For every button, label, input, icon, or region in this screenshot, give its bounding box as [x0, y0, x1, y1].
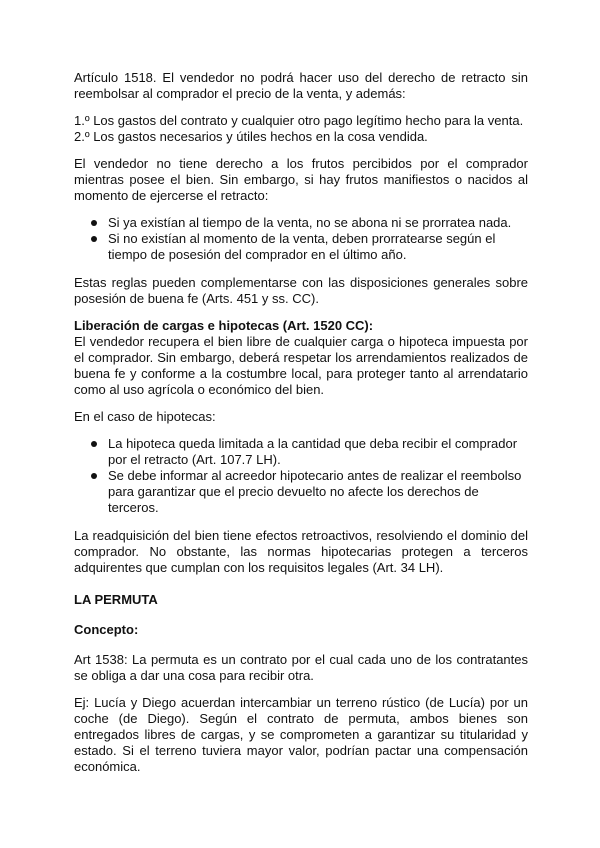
paragraph-buena-fe: Estas reglas pueden complementarse con las disposiciones generales sobre posesión de buena fe (Arts. 451 y ss. CC). — [74, 275, 528, 306]
paragraph-frutos: El vendedor no tiene derecho a los frutos percibidos por el comprador mientras posee el bien. Sin embargo, si hay frutos manifiestos o nacidos al momento de ejercerse el retracto: — [74, 156, 528, 203]
numbered-list — [74, 113, 528, 145]
numbered-item-2: 2.º Los gastos necesarios y útiles hechos en la cosa vendida. — [74, 129, 428, 144]
numbered-item-1: 1.º Los gastos del contrato y cualquier otro pago legítimo hecho para la venta. — [74, 113, 524, 128]
paragraph-articulo-1518: Artículo 1518. El vendedor no podrá hacer uso del derecho de retracto sin reembolsar al comprador el precio de la venta, y además: — [74, 70, 528, 101]
list-item-text: Se debe informar al acreedor hipotecario antes de realizar el reembolso para garantizar que el precio devuelto no afecte los derechos de terceros. — [108, 468, 522, 515]
bullet-list-hipotecas — [74, 436, 528, 516]
bullet-icon — [91, 473, 97, 479]
bullet-icon — [91, 220, 97, 226]
list-item-text: Si no existían al momento de la venta, deben prorratearse según el tiempo de posesión del comprador en el último año. — [108, 231, 496, 262]
list-item-text: La hipoteca queda limitada a la cantidad que deba recibir el comprador por el retracto (Art. 107.7 LH). — [108, 436, 518, 467]
paragraph-hipotecas-intro: En el caso de hipotecas: — [74, 409, 216, 424]
bullet-icon — [91, 236, 97, 242]
paragraph-readquisicion: La readquisición del bien tiene efectos retroactivos, resolviendo el dominio del comprador. No obstante, las normas hipotecarias protegen a terceros adquirentes que cumplan con los requisitos legales (Art. 34 LH). — [74, 528, 528, 575]
list-item — [74, 231, 528, 263]
heading-liberacion-cargas: Liberación de cargas e hipotecas (Art. 1520 CC): — [74, 318, 374, 333]
paragraph-ejemplo: Ej: Lucía y Diego acuerdan intercambiar un terreno rústico (de Lucía) por un coche (de Diego). Según el contrato de permuta, ambos bienes son entregados libres de cargas, y se comprometen a garantizar su titularidad y estado. Si el terreno tuviera mayor valor, podrían pactar una compensación económica. — [74, 695, 528, 774]
list-item-text: Si ya existían al tiempo de la venta, no se abona ni se prorratea nada. — [108, 215, 512, 230]
bullet-list-frutos — [74, 215, 528, 263]
subtitle-concepto: Concepto: — [74, 622, 139, 637]
list-item — [74, 468, 528, 516]
paragraph-art-1538: Art 1538: La permuta es un contrato por el cual cada uno de los contratantes se obliga a dar una cosa para recibir otra. — [74, 652, 528, 683]
bullet-icon — [91, 441, 97, 447]
paragraph-liberacion: El vendedor recupera el bien libre de cualquier carga o hipoteca impuesta por el comprador. Sin embargo, deberá respetar los arrendamientos realizados de buena fe y conforme a la costumbre local, para proteger tanto al arrendatario como al uso agrícola o económico del bien. — [74, 334, 528, 397]
section-title-permuta: LA PERMUTA — [74, 592, 158, 607]
document-page — [74, 70, 528, 786]
list-item — [74, 215, 528, 231]
list-item — [74, 436, 528, 468]
